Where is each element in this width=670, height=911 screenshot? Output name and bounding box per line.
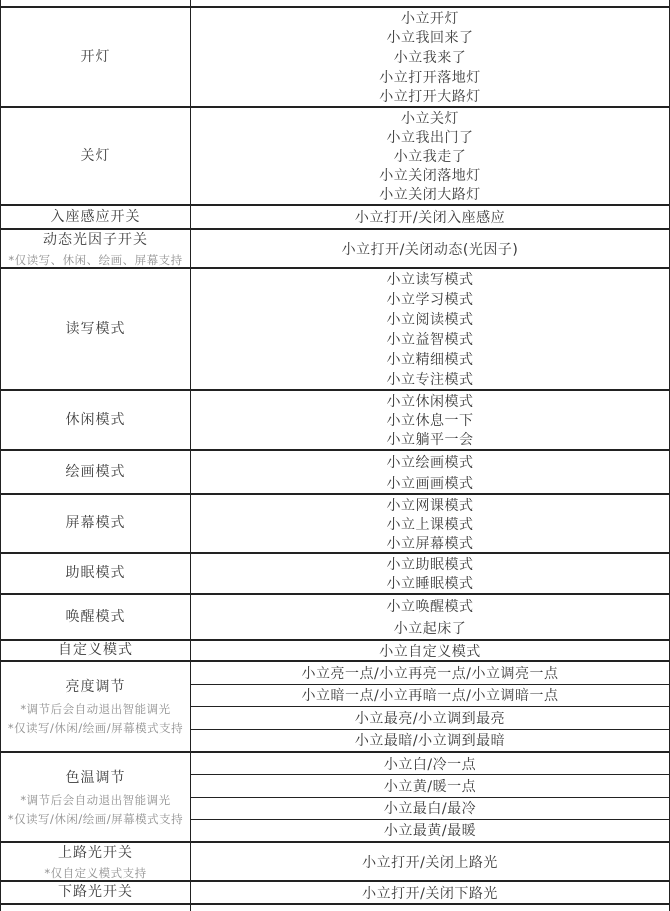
commands-cell bbox=[191, 595, 669, 639]
feature-cell bbox=[1, 230, 191, 267]
table-row-upper-light-switch bbox=[1, 843, 669, 882]
feature-cell bbox=[1, 206, 191, 228]
command-text: 小立精细模式 bbox=[386, 352, 474, 368]
command-text: 小立打开/关闭入座感应 bbox=[354, 210, 506, 226]
feature-label: 屏幕模式 bbox=[65, 515, 126, 531]
feature-label: 休闲模式 bbox=[65, 411, 126, 428]
feature-label: 上路光开关 bbox=[58, 844, 133, 861]
command-text: 小立亮一点/小立再亮一点/小立调亮一点 bbox=[301, 665, 559, 682]
feature-cell bbox=[1, 662, 191, 751]
commands-cell bbox=[191, 230, 669, 267]
table-row-brightness-adjust bbox=[1, 662, 669, 753]
table-row-screen-mode bbox=[1, 495, 669, 554]
command-text: 小立唤醒模式 bbox=[386, 599, 474, 615]
feature-cell bbox=[1, 595, 191, 639]
command-text: 小立黄/暖一点 bbox=[191, 774, 669, 796]
command-text: 小立绘画模式 bbox=[386, 454, 474, 471]
command-text: 小立关闭大路灯 bbox=[379, 187, 481, 204]
feature-cell bbox=[1, 8, 191, 106]
feature-note: *调节后会自动退出智能调光 bbox=[20, 792, 171, 807]
command-text: 小立休闲模式 bbox=[386, 393, 474, 410]
feature-note: *仅读写、休闲、绘画、屏幕支持 bbox=[8, 252, 183, 267]
feature-cell bbox=[1, 753, 191, 841]
table-row-dynamic-light-factor bbox=[1, 230, 669, 269]
command-text: 小立屏幕模式 bbox=[386, 535, 474, 552]
command-text: 小立上课模式 bbox=[386, 516, 474, 533]
command-text: 小立最暗/小立调到最暗 bbox=[191, 729, 669, 752]
commands-cell bbox=[191, 882, 669, 903]
feature-cell bbox=[1, 269, 191, 389]
table-row-lower-light-switch bbox=[1, 882, 669, 905]
feature-cell bbox=[1, 108, 191, 204]
table-row-light-on bbox=[1, 8, 669, 108]
table-row-partial-top bbox=[1, 0, 669, 8]
table-row-seat-sensor bbox=[1, 206, 669, 230]
command-text: 小立打开/关闭动态(光因子) bbox=[341, 241, 519, 258]
command-text: 小立打开/关闭上路光 bbox=[362, 854, 498, 871]
feature-note: *仅读写/休闲/绘画/屏幕模式支持 bbox=[7, 721, 184, 735]
feature-label: 绘画模式 bbox=[65, 463, 126, 480]
commands-cell bbox=[191, 753, 669, 841]
commands-cell bbox=[191, 451, 669, 493]
table-row-wakeup-mode bbox=[1, 595, 669, 641]
table-row-drawing-mode bbox=[1, 451, 669, 495]
commands-cell bbox=[191, 391, 669, 449]
feature-note: *调节后会自动退出智能调光 bbox=[20, 702, 171, 716]
feature-label: 入座感应开关 bbox=[50, 208, 141, 225]
table-row-leisure-mode bbox=[1, 391, 669, 451]
feature-label: 亮度调节 bbox=[65, 679, 126, 695]
command-text: 小立我出门了 bbox=[386, 129, 474, 146]
feature-label: 唤醒模式 bbox=[65, 608, 126, 625]
feature-label: 读写模式 bbox=[65, 320, 126, 337]
commands-cell bbox=[191, 206, 669, 228]
command-text: 小立暗一点/小立再暗一点/小立调暗一点 bbox=[191, 684, 669, 707]
feature-note: *仅自定义模式支持 bbox=[44, 865, 147, 880]
command-text: 小立开灯 bbox=[401, 10, 459, 27]
command-text: 小立睡眠模式 bbox=[386, 576, 474, 593]
commands-cell bbox=[191, 554, 669, 593]
commands-cell bbox=[191, 905, 669, 911]
feature-cell bbox=[1, 843, 191, 880]
command-text: 小立打开/关闭下路光 bbox=[362, 885, 498, 902]
feature-cell bbox=[1, 495, 191, 552]
feature-cell bbox=[1, 905, 191, 911]
command-text: 小立躺平一会 bbox=[386, 432, 474, 449]
feature-cell bbox=[1, 554, 191, 593]
command-text: 小立画画模式 bbox=[386, 475, 474, 492]
table-row-color-temp-adjust bbox=[1, 753, 669, 843]
command-text: 小立最亮/小立调到最亮 bbox=[191, 706, 669, 729]
command-text: 小立学习模式 bbox=[386, 292, 474, 308]
feature-cell bbox=[1, 451, 191, 493]
feature-cell bbox=[1, 641, 191, 660]
commands-cell bbox=[191, 0, 669, 6]
feature-cell bbox=[1, 391, 191, 449]
command-text: 小立阅读模式 bbox=[386, 312, 474, 328]
commands-cell bbox=[191, 269, 669, 389]
command-text: 小立白/冷一点 bbox=[383, 756, 477, 773]
table-row-partial-bottom bbox=[1, 905, 669, 911]
feature-label: 关灯 bbox=[80, 147, 111, 164]
table-row-custom-mode bbox=[1, 641, 669, 662]
commands-cell bbox=[191, 641, 669, 660]
feature-label: 色温调节 bbox=[65, 769, 126, 786]
feature-label: 下路光开关 bbox=[58, 884, 133, 900]
command-text: 小立打开落地灯 bbox=[379, 69, 481, 86]
commands-cell bbox=[191, 495, 669, 552]
feature-note: *仅读写/休闲/绘画/屏幕模式支持 bbox=[7, 811, 184, 826]
feature-label: 开灯 bbox=[80, 48, 111, 65]
commands-cell bbox=[191, 843, 669, 880]
command-text: 小立益智模式 bbox=[386, 332, 474, 348]
feature-cell bbox=[1, 0, 191, 6]
feature-label: 自定义模式 bbox=[58, 642, 133, 658]
command-text: 小立我走了 bbox=[393, 149, 467, 166]
command-text: 小立关闭落地灯 bbox=[379, 168, 481, 185]
feature-label: 动态光因子开关 bbox=[43, 231, 148, 248]
command-text: 小立助眠模式 bbox=[386, 556, 474, 573]
table-row-reading-mode bbox=[1, 269, 669, 391]
command-text: 小立读写模式 bbox=[386, 272, 474, 288]
command-text: 小立最黄/最暖 bbox=[191, 819, 669, 841]
feature-label: 助眠模式 bbox=[65, 565, 126, 581]
command-text: 小立我来了 bbox=[393, 49, 467, 66]
command-text: 小立休息一下 bbox=[386, 413, 474, 429]
commands-cell bbox=[191, 8, 669, 106]
commands-cell bbox=[191, 108, 669, 204]
command-text: 小立起床了 bbox=[393, 621, 467, 637]
command-text: 小立最白/最冷 bbox=[191, 797, 669, 819]
feature-cell bbox=[1, 882, 191, 903]
commands-cell bbox=[191, 662, 669, 751]
command-text: 小立自定义模式 bbox=[379, 643, 481, 660]
command-text: 小立我回来了 bbox=[386, 30, 474, 47]
command-text: 小立网课模式 bbox=[386, 497, 474, 514]
command-text: 小立打开大路灯 bbox=[379, 89, 481, 106]
command-text: 小立关灯 bbox=[401, 110, 459, 127]
table-row-sleep-aid-mode bbox=[1, 554, 669, 595]
command-text: 小立专注模式 bbox=[386, 372, 474, 388]
table-row-light-off bbox=[1, 108, 669, 206]
